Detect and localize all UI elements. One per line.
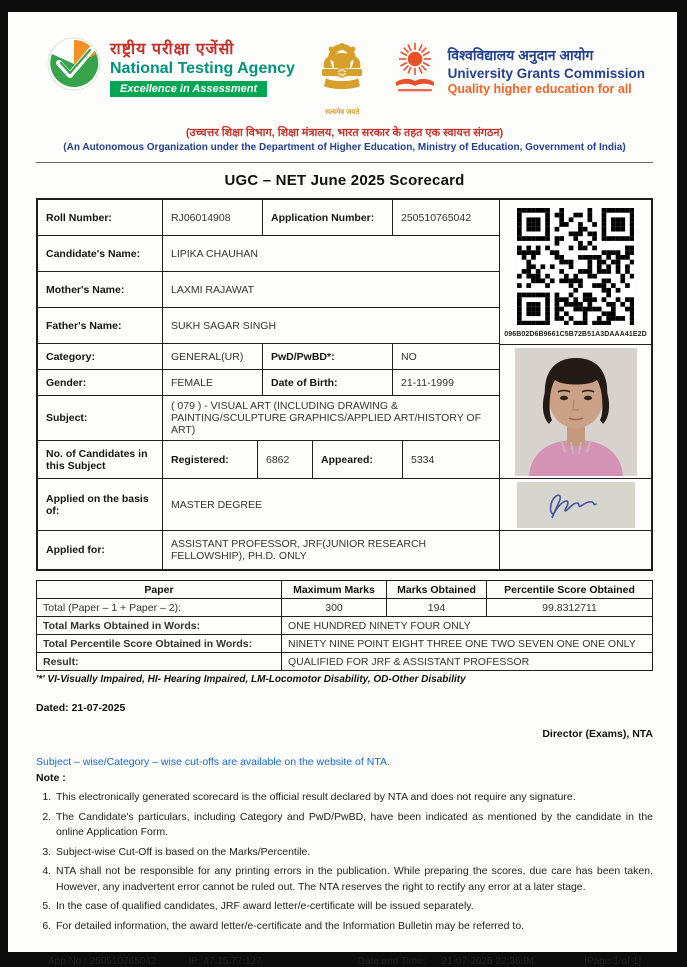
marks-in-words-label: Total Marks Obtained in Words: — [37, 617, 282, 635]
footer-ip: IP :47.15.77.127 — [188, 956, 261, 967]
list-item: 5. In the case of qualified candidates, JRF award letter/e-certificate will be issued separately. — [54, 899, 653, 914]
ugc-tagline: Quality higher education for all — [448, 82, 645, 96]
roll-number-label: Roll Number: — [38, 200, 163, 235]
page-title: UGC – NET June 2025 Scorecard — [34, 172, 655, 189]
maximum-marks-value: 300 — [282, 599, 387, 617]
applied-for-label: Applied for: — [38, 531, 163, 569]
dob-label: Date of Birth: — [263, 370, 393, 395]
candidate-name-label: Candidate's Name: — [38, 236, 163, 271]
mother-name-label: Mother's Name: — [38, 272, 163, 307]
signatory-line: Director (Exams), NTA — [36, 728, 653, 740]
candidate-name-value: LIPIKA CHAUHAN — [163, 236, 499, 271]
ugc-hindi-name: विश्वविद्यालय अनुदान आयोग — [448, 46, 645, 65]
table-row — [37, 653, 653, 671]
ashoka-emblem-icon — [316, 38, 368, 107]
table-row — [38, 344, 499, 370]
mother-name-value: LAXMI RAJAWAT — [163, 272, 499, 307]
nta-hindi-name: राष्ट्रीय परीक्षा एजेंसी — [110, 37, 295, 59]
table-row — [37, 599, 653, 617]
appeared-value: 5334 — [403, 441, 499, 478]
qr-hash-text: 096B02D6B9661C5B72B51A3DAAA41E2D — [504, 331, 647, 338]
footer — [48, 956, 641, 967]
category-label: Category: — [38, 344, 163, 369]
application-number-label: Application Number: — [263, 200, 393, 235]
qr-code — [517, 208, 635, 331]
org-lines — [34, 125, 655, 153]
pwd-value: NO — [393, 344, 499, 369]
scorecard-page — [8, 12, 677, 952]
notes-list — [36, 790, 653, 934]
registered-label: Registered: — [163, 441, 258, 478]
footer-app-no: App No : 250510765042 — [48, 956, 156, 967]
table-row — [38, 479, 499, 531]
qr-cell — [500, 200, 651, 345]
ugc-logo-icon — [390, 40, 440, 101]
registered-value: 6862 — [258, 441, 313, 478]
dated-line: Dated: 21-07-2025 — [36, 702, 653, 714]
list-item: 3. Subject-wise Cut-Off is based on the Marks/Percentile. — [54, 845, 653, 860]
table-row — [38, 396, 499, 441]
candidate-table — [36, 198, 653, 571]
total-label: Total (Paper – 1 + Paper – 2): — [37, 599, 282, 617]
marks-table — [36, 580, 653, 671]
org-line-hindi: (उच्चत्तर शिक्षा विभाग, शिक्षा मंत्रालय, भारत सरकार के तहत एक स्वायत्त संगठन) — [34, 125, 655, 140]
divider — [36, 162, 653, 163]
appeared-label: Appeared: — [313, 441, 403, 478]
percentile-in-words-value: NINETY NINE POINT EIGHT THREE ONE TWO SEVEN ONE ONE ONLY — [282, 635, 653, 653]
marks-header-row — [37, 581, 653, 599]
empty-cell — [500, 531, 651, 567]
header-paper: Paper — [37, 581, 282, 599]
nta-logo-block — [46, 36, 295, 97]
nta-tagline-banner: Excellence in Assessment — [110, 81, 267, 97]
disability-footnote: '*' VI-Visually Impaired, HI- Hearing Impaired, LM-Locomotor Disability, OD-Other Disability — [36, 674, 653, 685]
footer-datetime-label: Date and Time: — [358, 956, 426, 967]
candidates-count-label: No. of Candidates in this Subject — [38, 441, 163, 478]
table-row — [38, 441, 499, 479]
result-label: Result: — [37, 653, 282, 671]
marks-obtained-value: 194 — [387, 599, 487, 617]
table-row — [37, 635, 653, 653]
father-name-value: SUKH SAGAR SINGH — [163, 308, 499, 343]
pwd-label: PwD/PwBD*: — [263, 344, 393, 369]
gender-value: FEMALE — [163, 370, 263, 395]
table-row — [38, 236, 499, 272]
emblem-caption: सत्यमेव जयते — [325, 108, 359, 117]
basis-value: MASTER DEGREE — [163, 479, 499, 530]
gender-label: Gender: — [38, 370, 163, 395]
application-number-value: 250510765042 — [393, 200, 499, 235]
footer-page-number: [Page 1 of 1] — [584, 956, 641, 967]
note-heading: Note : — [36, 772, 653, 784]
table-row — [38, 531, 499, 569]
header-percentile: Percentile Score Obtained — [487, 581, 653, 599]
ugc-english-name: University Grants Commission — [448, 66, 645, 81]
nta-english-name: National Testing Agency — [110, 60, 295, 78]
header-maximum-marks: Maximum Marks — [282, 581, 387, 599]
list-item: 1. This electronically generated scorecard is the official result declared by NTA and does not require any signature. — [54, 790, 653, 805]
header-marks-obtained: Marks Obtained — [387, 581, 487, 599]
list-item: 6. For detailed information, the award letter/e-certificate and the Information Bulletin may be referred to. — [54, 919, 653, 934]
category-value: GENERAL(UR) — [163, 344, 263, 369]
subject-value: ( 079 ) - VISUAL ART (INCLUDING DRAWING & PAINTING/SCULPTURE GRAPHICS/APPLIED ART/HISTORY OF ART) — [163, 396, 499, 440]
list-item: 2. The Candidate's particulars, including Category and PwD/PwBD, have been indicated as mentioned by the candidate in the online Application Form. — [54, 810, 653, 840]
marks-in-words-value: ONE HUNDRED NINETY FOUR ONLY — [282, 617, 653, 635]
list-item: 4. NTA shall not be responsible for any printing errors in the publication. While preparing the scores, due care has been taken. However, any inadvertent error cannot be ruled out. The NTA reserves the right to rectify any error at a later stage. — [54, 864, 653, 894]
roll-number-value: RJ06014908 — [163, 200, 263, 235]
footer-datetime-value: 21-07-2025 22:36:04 — [441, 956, 534, 967]
basis-label: Applied on the basis of: — [38, 479, 163, 530]
org-line-english: (An Autonomous Organization under the Department of Higher Education, Ministry of Education, Government of India) — [34, 142, 655, 153]
nta-logo-icon — [46, 36, 102, 97]
ugc-logo-block — [390, 40, 645, 101]
cutoff-info-link[interactable]: Subject – wise/Category – wise cut-offs are available on the website of NTA. — [36, 756, 653, 768]
applied-for-value: ASSISTANT PROFESSOR, JRF(JUNIOR RESEARCH FELLOWSHIP), PH.D. ONLY — [163, 531, 499, 569]
percentile-value: 99.8312711 — [487, 599, 653, 617]
table-row — [37, 617, 653, 635]
table-row — [38, 200, 499, 236]
table-row — [38, 272, 499, 308]
dob-value: 21-11-1999 — [393, 370, 499, 395]
subject-label: Subject: — [38, 396, 163, 440]
table-row — [38, 308, 499, 344]
father-name-label: Father's Name: — [38, 308, 163, 343]
table-row — [38, 370, 499, 396]
ashoka-emblem-block — [316, 38, 368, 117]
header — [34, 34, 655, 117]
result-value: QUALIFIED FOR JRF & ASSISTANT PROFESSOR — [282, 653, 653, 671]
candidate-signature — [500, 479, 651, 531]
candidate-photo — [500, 345, 651, 479]
percentile-in-words-label: Total Percentile Score Obtained in Words: — [37, 635, 282, 653]
